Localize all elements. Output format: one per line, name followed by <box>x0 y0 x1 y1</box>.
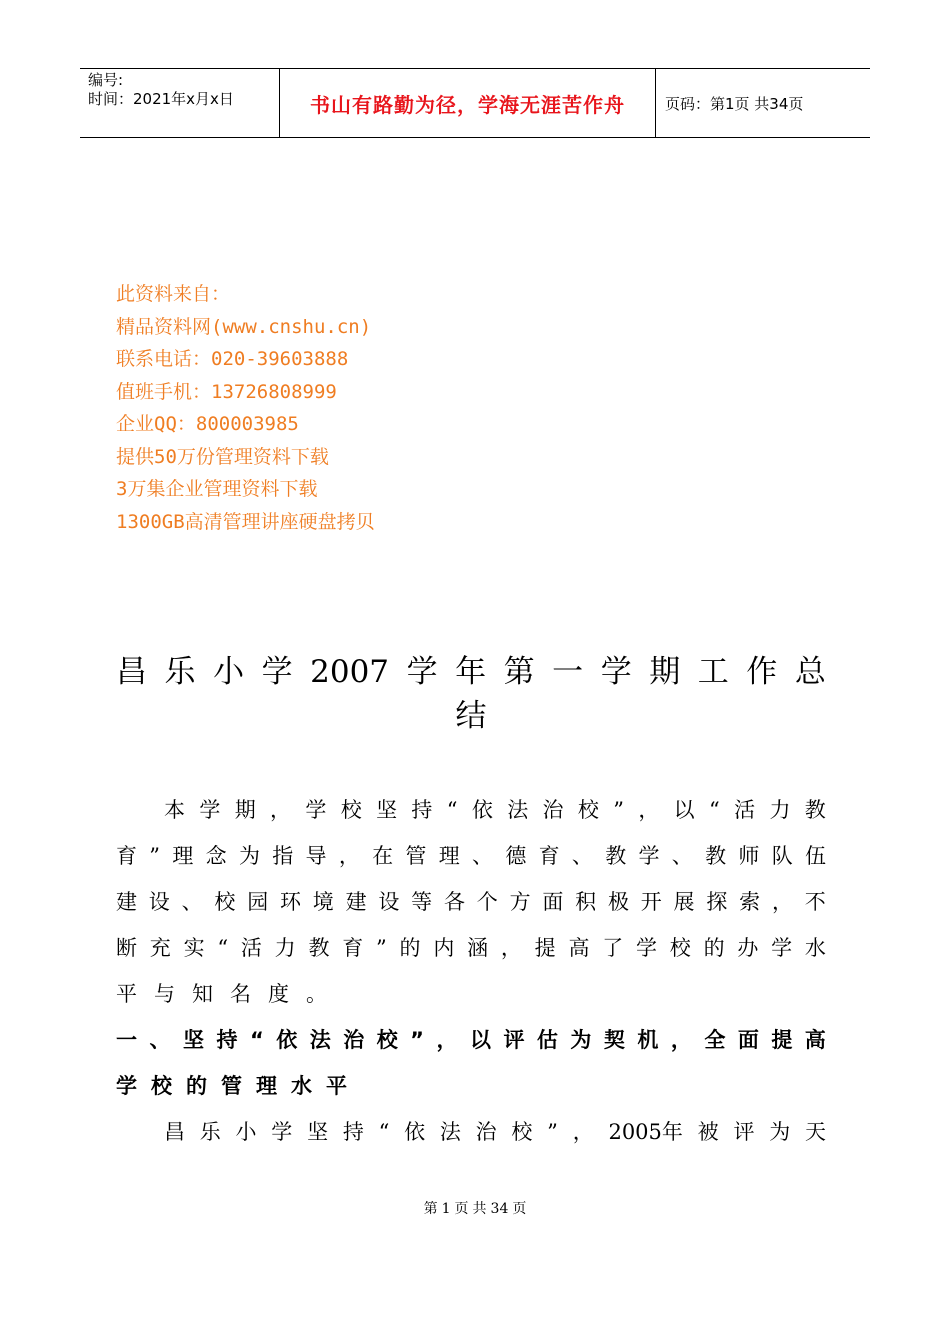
text-char: 评 <box>503 1028 525 1052</box>
text-char: 校 <box>214 890 236 914</box>
text-char: 坚 <box>182 1028 204 1052</box>
text-char: 持 <box>411 798 433 822</box>
text-char: 的 <box>703 936 725 960</box>
text-char: 的 <box>399 936 421 960</box>
source-line: 提供50万份管理资料下载 <box>116 445 329 468</box>
text-char: 在 <box>372 844 394 868</box>
text-char: 充 <box>149 936 171 960</box>
text-char: 等 <box>411 890 433 914</box>
text-char: 校 <box>340 798 362 822</box>
text-char: 。 <box>306 982 327 1006</box>
title-char: 昌 <box>116 654 147 690</box>
title-char: 学 <box>406 654 438 690</box>
text-char: 为 <box>570 1028 592 1052</box>
text-char: 平 <box>326 1074 347 1098</box>
text-char: 、 <box>472 844 494 868</box>
header-meta <box>80 69 280 137</box>
title-char: 学 <box>261 654 293 690</box>
source-info-block <box>116 278 375 538</box>
text-char: 极 <box>607 890 629 914</box>
text-char: ， <box>436 1028 458 1052</box>
text-char: 学 <box>271 1120 293 1144</box>
body-line <box>116 879 826 925</box>
text-char: ” <box>613 798 624 822</box>
text-char: 知 <box>192 982 213 1006</box>
title-char: 一 <box>552 654 584 690</box>
text-char: 育 <box>342 936 364 960</box>
text-char: 依 <box>276 1028 298 1052</box>
text-char: 索 <box>739 890 761 914</box>
text-char: 了 <box>602 936 624 960</box>
text-char: 估 <box>536 1028 558 1052</box>
text-char: 办 <box>737 936 759 960</box>
text-char: 念 <box>205 844 227 868</box>
text-char: 的 <box>186 1074 207 1098</box>
text-char: 期 <box>234 798 256 822</box>
text-char: 活 <box>240 936 262 960</box>
title-char: 作 <box>746 654 778 690</box>
footer-part: 1 <box>441 1201 451 1217</box>
title-char: 2007 <box>310 654 390 690</box>
text-char: 实 <box>183 936 205 960</box>
text-char: 校 <box>577 798 599 822</box>
text-char: 队 <box>771 844 793 868</box>
text-char: 校 <box>511 1120 533 1144</box>
text-char: ” <box>376 936 387 960</box>
text-char: 建 <box>116 890 137 914</box>
header-motto: 书山有路勤为径，学海无涯苦作舟 <box>280 69 656 137</box>
text-char: 为 <box>769 1120 791 1144</box>
text-char: 教 <box>605 844 627 868</box>
text-char: 面 <box>737 1028 759 1052</box>
text-char: 断 <box>116 936 137 960</box>
text-char: 力 <box>274 936 296 960</box>
text-char: 治 <box>542 798 564 822</box>
page-header <box>80 68 870 138</box>
section-heading-line <box>116 1063 826 1109</box>
text-char: 伍 <box>804 844 826 868</box>
text-char: 水 <box>291 1074 312 1098</box>
text-char: ， <box>572 1120 594 1144</box>
text-char: 一 <box>116 1028 137 1052</box>
footer-part: 共 <box>472 1201 487 1217</box>
text-char: “ <box>249 1028 264 1052</box>
text-char: 境 <box>312 890 334 914</box>
body-line <box>116 925 826 971</box>
text-char: ， <box>500 936 522 960</box>
time-label: 时间：2021年x月x日 <box>88 90 234 108</box>
text-char: 德 <box>505 844 527 868</box>
text-char: 探 <box>706 890 728 914</box>
text-char: ， <box>670 1028 692 1052</box>
text-char: 园 <box>247 890 269 914</box>
text-char: 开 <box>640 890 662 914</box>
text-char: 与 <box>154 982 175 1006</box>
title-char: 小 <box>213 654 245 690</box>
text-char: 水 <box>804 936 826 960</box>
text-char: “ <box>378 1120 390 1144</box>
text-char: 以 <box>469 1028 491 1052</box>
footer-part: 页 <box>454 1201 469 1217</box>
text-char: 力 <box>769 798 791 822</box>
text-char: 提 <box>771 1028 793 1052</box>
text-char: 积 <box>575 890 597 914</box>
text-char: 校 <box>669 936 691 960</box>
text-char: 设 <box>378 890 400 914</box>
text-char: 理 <box>172 844 194 868</box>
source-line: 1300GB高清管理讲座硬盘拷贝 <box>116 510 375 533</box>
text-char: 方 <box>509 890 531 914</box>
text-char: 为 <box>238 844 260 868</box>
title-char: 乐 <box>164 654 196 690</box>
text-char: 理 <box>256 1074 277 1098</box>
text-char: ， <box>638 798 660 822</box>
title-char: 学 <box>600 654 632 690</box>
text-char: 教 <box>705 844 727 868</box>
text-char: 法 <box>507 798 529 822</box>
text-char: ” <box>547 1120 558 1144</box>
text-char: 全 <box>704 1028 726 1052</box>
section-heading-line <box>116 1017 826 1063</box>
text-char: 度 <box>268 982 289 1006</box>
text-char: 持 <box>216 1028 238 1052</box>
footer-part: 34 <box>490 1201 509 1217</box>
text-char: 机 <box>637 1028 659 1052</box>
title-char: 期 <box>649 654 681 690</box>
text-char: 理 <box>438 844 460 868</box>
text-char: 个 <box>476 890 498 914</box>
text-char: 乐 <box>199 1120 221 1144</box>
section-text-line <box>116 1109 826 1155</box>
page-footer <box>0 1198 950 1218</box>
text-char: 高 <box>804 1028 826 1052</box>
text-char: 设 <box>148 890 170 914</box>
text-char: “ <box>217 936 229 960</box>
source-line: 联系电话：020-39603888 <box>116 348 349 370</box>
text-char: 法 <box>309 1028 331 1052</box>
footer-part: 第 <box>423 1201 438 1217</box>
text-char: 坚 <box>376 798 398 822</box>
text-char: ” <box>149 844 161 868</box>
text-char: 以 <box>673 798 695 822</box>
text-char: “ <box>446 798 458 822</box>
text-char: 环 <box>279 890 301 914</box>
text-char: 坚 <box>307 1120 329 1144</box>
text-char: 活 <box>734 798 756 822</box>
text-char: 学 <box>636 936 657 960</box>
document-title <box>116 650 826 738</box>
title-line-1 <box>116 650 826 694</box>
text-char: 学 <box>771 936 793 960</box>
source-line: 精品资料网(www.cnshu.cn) <box>116 315 372 338</box>
text-char: 不 <box>804 890 826 914</box>
text-char: 校 <box>151 1074 172 1098</box>
text-char: 被 <box>697 1120 719 1144</box>
text-char: 契 <box>603 1028 625 1052</box>
text-char: 学 <box>638 844 660 868</box>
text-char: 、 <box>571 844 593 868</box>
source-line: 此资料来自： <box>116 283 231 305</box>
text-char: 小 <box>235 1120 257 1144</box>
text-char: 持 <box>342 1120 364 1144</box>
footer-part: 页 <box>512 1201 527 1217</box>
source-line: 3万集企业管理资料下载 <box>116 478 318 500</box>
text-char: 学 <box>305 798 327 822</box>
source-line: 值班手机：13726808999 <box>116 380 337 403</box>
number-label: 编号: <box>88 71 124 89</box>
body-line <box>116 971 826 1017</box>
text-char: 导 <box>305 844 327 868</box>
text-char: 高 <box>568 936 590 960</box>
title-char: 第 <box>503 654 535 690</box>
text-char: 面 <box>542 890 564 914</box>
text-char: 教 <box>308 936 330 960</box>
text-char: 育 <box>116 844 137 868</box>
text-char: 本 <box>164 798 185 822</box>
text-char: 学 <box>199 798 221 822</box>
text-char: ” <box>410 1028 424 1052</box>
text-char: 法 <box>439 1120 461 1144</box>
text-char: 育 <box>538 844 560 868</box>
text-char: ， <box>338 844 360 868</box>
text-char: 展 <box>673 890 695 914</box>
text-char: ， <box>771 890 793 914</box>
text-char: 依 <box>404 1120 426 1144</box>
text-char: 2005年 <box>608 1120 683 1144</box>
text-char: 依 <box>471 798 493 822</box>
title-char: 年 <box>455 654 487 690</box>
body-line <box>116 787 826 833</box>
document-body <box>116 787 826 1155</box>
text-char: 指 <box>272 844 294 868</box>
text-char: 管 <box>221 1074 242 1098</box>
source-line: 企业QQ：800003985 <box>116 413 299 435</box>
text-char: 治 <box>475 1120 497 1144</box>
text-char: 建 <box>345 890 367 914</box>
text-char: 评 <box>733 1120 755 1144</box>
header-page-info: 页码：第1页 共34页 <box>665 94 804 113</box>
text-char: 名 <box>230 982 251 1006</box>
text-char: ， <box>270 798 292 822</box>
text-char: 治 <box>343 1028 365 1052</box>
text-char: 校 <box>376 1028 398 1052</box>
title-char: 总 <box>794 654 826 690</box>
text-char: 提 <box>534 936 556 960</box>
text-char: 涵 <box>467 936 489 960</box>
text-char: “ <box>709 798 720 822</box>
text-char: 教 <box>804 798 826 822</box>
text-char: 各 <box>443 890 465 914</box>
title-line-2: 结 <box>455 698 487 734</box>
title-char: 工 <box>697 654 729 690</box>
text-char: 平 <box>116 982 137 1006</box>
text-char: 、 <box>149 1028 171 1052</box>
text-char: 、 <box>181 890 203 914</box>
text-char: 、 <box>671 844 693 868</box>
text-char: 内 <box>433 936 455 960</box>
text-char: 师 <box>738 844 760 868</box>
text-char: 学 <box>116 1074 137 1098</box>
body-line <box>116 833 826 879</box>
text-char: 天 <box>804 1120 826 1144</box>
text-char: 管 <box>405 844 427 868</box>
text-char: 昌 <box>164 1120 185 1144</box>
